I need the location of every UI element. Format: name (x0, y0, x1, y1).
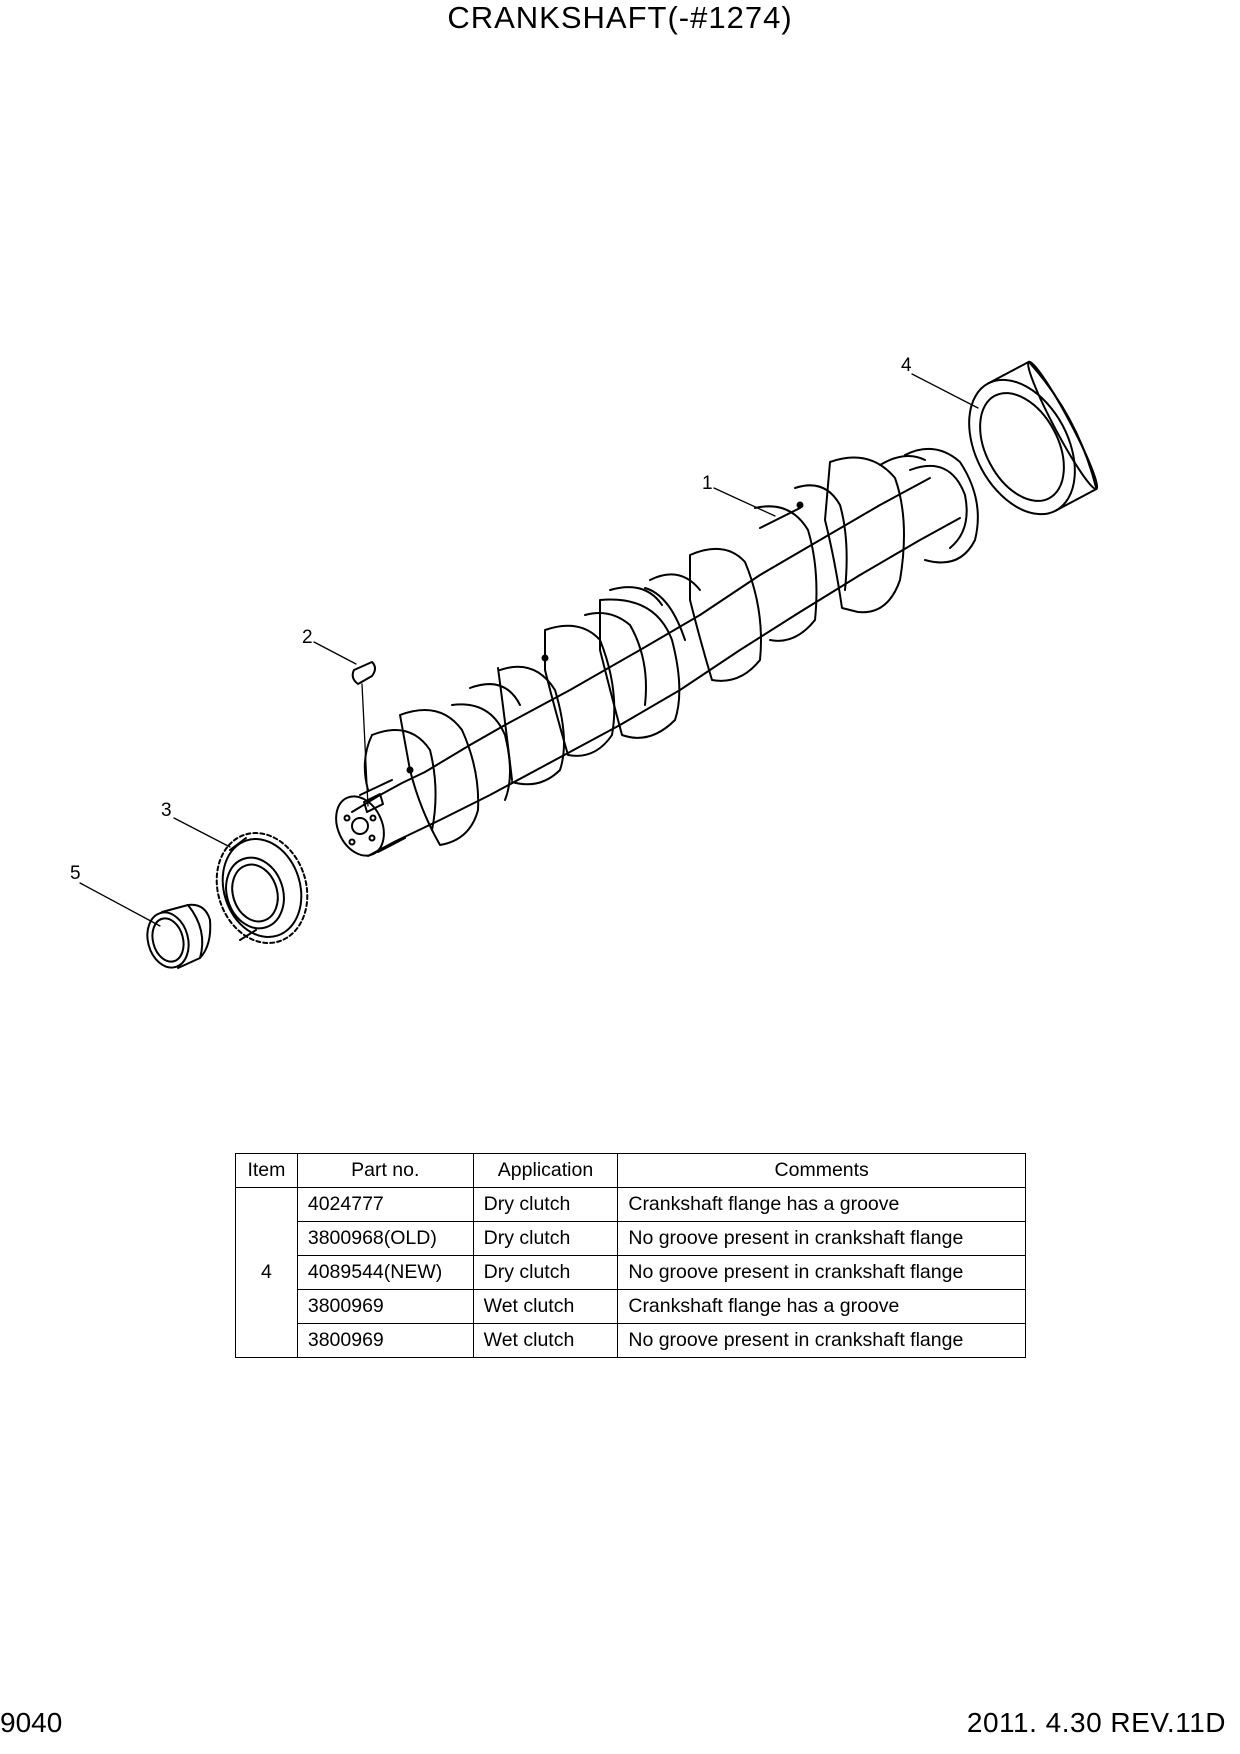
comments: No groove present in crankshaft flange (618, 1222, 1026, 1256)
part-no: 4024777 (297, 1188, 473, 1222)
table-row (236, 1256, 1026, 1290)
header-comments: Comments (618, 1154, 1026, 1188)
application: Dry clutch (473, 1188, 618, 1222)
item-number: 4 (236, 1188, 298, 1358)
table-row (236, 1188, 1026, 1222)
application: Dry clutch (473, 1256, 618, 1290)
application: Wet clutch (473, 1324, 618, 1358)
comments: No groove present in crankshaft flange (618, 1324, 1026, 1358)
front-seal-part (141, 905, 210, 972)
application: Dry clutch (473, 1222, 618, 1256)
callout-5: 5 (70, 863, 81, 884)
table-row (236, 1290, 1026, 1324)
application: Wet clutch (473, 1290, 618, 1324)
callout-2: 2 (302, 627, 313, 648)
gear-part (203, 821, 321, 955)
table-header-row (236, 1154, 1026, 1188)
comments: Crankshaft flange has a groove (618, 1290, 1026, 1324)
key-part (353, 662, 375, 806)
table-row (236, 1324, 1026, 1358)
header-application: Application (473, 1154, 618, 1188)
comments: Crankshaft flange has a groove (618, 1188, 1026, 1222)
parts-table (235, 1153, 1026, 1358)
revision-label: 2011. 4.30 REV.11D (966, 1707, 1226, 1738)
part-no: 4089544(NEW) (297, 1256, 473, 1290)
header-item: Item (236, 1154, 298, 1188)
part-no: 3800969 (297, 1324, 473, 1358)
rear-seal-part (948, 358, 1105, 533)
crankshaft-part (327, 449, 978, 863)
callout-4: 4 (901, 355, 912, 376)
table-row (236, 1222, 1026, 1256)
header-part-no: Part no. (297, 1154, 473, 1188)
callout-1: 1 (702, 473, 713, 494)
page-title: CRANKSHAFT(-#1274) (447, 0, 793, 35)
comments: No groove present in crankshaft flange (618, 1256, 1026, 1290)
part-no: 3800968(OLD) (297, 1222, 473, 1256)
page-number: 9040 (0, 1707, 63, 1738)
part-no: 3800969 (297, 1290, 473, 1324)
callout-3: 3 (161, 800, 172, 821)
leader-lines (80, 374, 978, 926)
